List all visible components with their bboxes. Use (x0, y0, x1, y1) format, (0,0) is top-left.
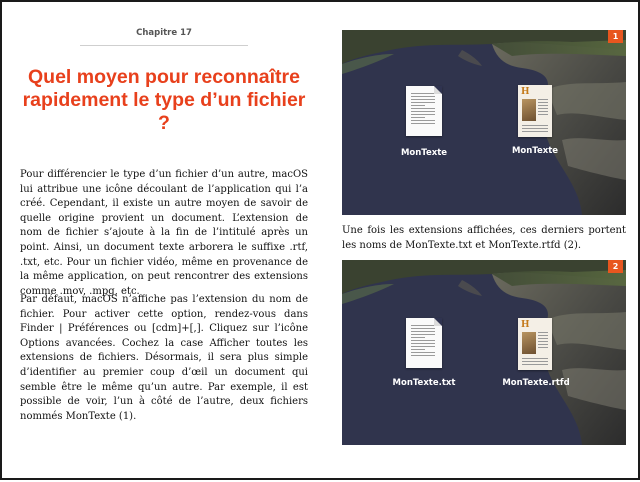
chapter-label: Chapitre 17 (136, 28, 192, 38)
file-name-label-a[interactable]: MonTexte.txt (392, 378, 456, 388)
screenshot-caption: Une fois les extensions affichées, ces derniers portent les noms de MonTexte.txt et MonTexte.rtfd (2). (342, 225, 626, 251)
left-column (20, 2, 308, 482)
rich-text-document-icon[interactable]: H (518, 318, 552, 370)
rich-text-document-icon[interactable]: H (518, 85, 552, 137)
screenshot-number-badge: 2 (608, 260, 623, 273)
paragraph-1: Pour différencier le type d’un fichier d’un autre, macOS lui attribue une icône découlant de l’application qui l’a créé. Cependant, il existe un autre moyen de savoir de quelle origine provient un document. L’extension de nom de fichier s’ajoute à la fin de l’intitulé après un point. Ainsi, un document texte arborera le suffixe .rtf, .txt, etc. Pour un fichier vidéo, même en provenance de la même application, on peut rencontrer des extensions comme .mov, .mpg, etc. (20, 169, 308, 297)
file-name-label-a[interactable]: MonTexte (400, 148, 448, 158)
text-document-icon[interactable] (406, 86, 442, 136)
cliff-landscape (342, 30, 626, 215)
screenshot-number-badge: 1 (608, 30, 623, 43)
page-title: Quel moyen pour reconnaître rapidement le type d’un fichier ? (22, 66, 306, 134)
screenshot-1 (342, 30, 626, 215)
text-document-icon[interactable] (406, 318, 442, 368)
file-name-label-b[interactable]: MonTexte.rtfd (502, 378, 570, 388)
cliff-landscape (342, 260, 626, 445)
right-column (342, 2, 626, 482)
chapter-divider (80, 45, 248, 46)
paragraph-2: Par défaut, macOS n’affiche pas l’extension du nom de fichier. Pour activer cette option, rendez-vous dans Finder | Préférences ou [cdm]+[,]. Cliquez sur l’icône Options avancées. Cochez la case Afficher toutes les extensions de fichiers. Désormais, il sera plus simple d’identifier au premier coup d’œil un document qui semble être le même qu’un autre. Par exemple, il est possible de voir, l’un à côté de l’autre, deux fichiers nommés MonTexte (1). (20, 294, 308, 422)
file-name-label-b[interactable]: MonTexte (511, 146, 559, 156)
screenshot-2 (342, 260, 626, 445)
